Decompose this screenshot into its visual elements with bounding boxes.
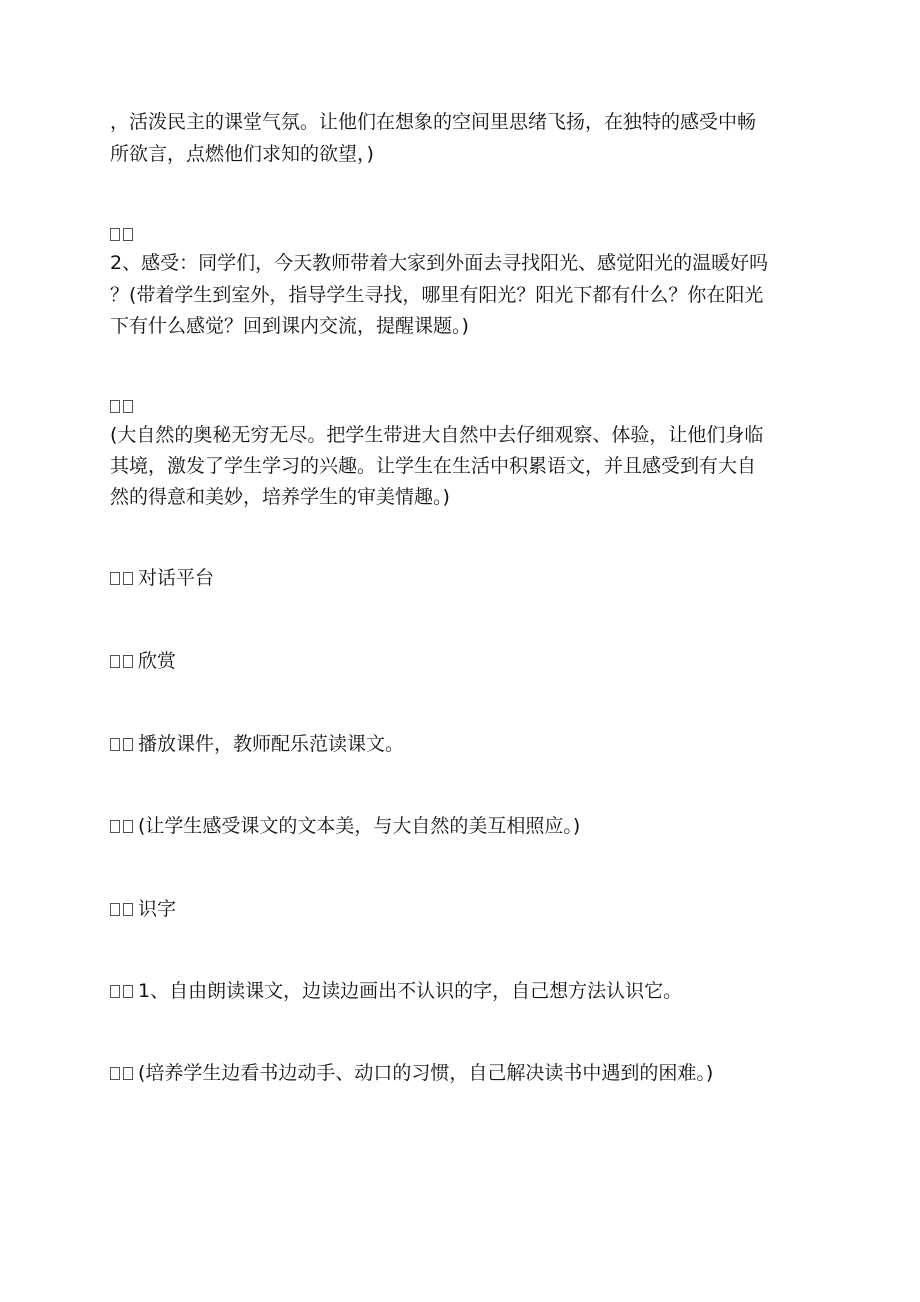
missing-glyph-boxes xyxy=(110,1059,136,1088)
missing-glyph-box xyxy=(123,1067,133,1080)
missing-glyph-box xyxy=(110,572,120,585)
missing-glyph-boxes xyxy=(110,564,136,593)
section-line xyxy=(110,812,830,841)
para2-line2: ？(带着学生到室外，指导学生寻找，哪里有阳光？阳光下都有什么？你在阳光 xyxy=(110,284,764,306)
missing-glyph-boxes xyxy=(110,730,136,759)
section-line xyxy=(110,895,830,924)
section-line xyxy=(110,1059,830,1088)
section-text: 对话平台 xyxy=(138,567,215,589)
section-text: (培养学生边看书边动手、动口的习惯，自己解决读书中遇到的困难。) xyxy=(138,1062,714,1084)
missing-glyph-boxes xyxy=(110,647,136,676)
missing-glyph-boxes xyxy=(110,812,136,841)
section-text: (让学生感受课文的文本美，与大自然的美互相照应。) xyxy=(138,815,581,837)
missing-glyph-box xyxy=(123,572,133,585)
section-line xyxy=(110,647,830,676)
missing-glyph-box xyxy=(123,400,133,413)
section-text: 识字 xyxy=(138,898,177,920)
missing-glyph-box xyxy=(123,655,133,668)
missing-glyph-box xyxy=(110,820,120,833)
missing-glyph-box xyxy=(123,738,133,751)
missing-glyph-box xyxy=(110,400,120,413)
section-text: 欣赏 xyxy=(138,650,177,672)
section-line xyxy=(110,977,830,1006)
missing-glyph-box xyxy=(123,903,133,916)
section-line xyxy=(110,564,830,593)
missing-glyph-box xyxy=(110,228,120,241)
missing-glyph-box xyxy=(123,820,133,833)
missing-glyph-boxes xyxy=(110,977,136,1006)
missing-glyph-box xyxy=(110,738,120,751)
missing-glyph-boxes xyxy=(110,895,136,924)
missing-glyph-boxes xyxy=(110,220,830,249)
para2-line1: 2、感受：同学们，今天教师带着大家到外面去寻找阳光、感觉阳光的温暖好吗 xyxy=(110,252,769,274)
para1-line2: 所欲言，点燃他们求知的欲望，) xyxy=(110,143,374,165)
missing-glyph-box xyxy=(110,655,120,668)
para3-line1: (大自然的奥秘无穷无尽。把学生带进大自然中去仔细观察、体验，让他们身临 xyxy=(110,424,764,446)
para3-line2: 其境，激发了学生学习的兴趣。让学生在生活中积累语文，并且感受到有大自 xyxy=(110,455,757,477)
section-line xyxy=(110,730,830,759)
missing-glyph-boxes xyxy=(110,392,830,421)
missing-glyph-box xyxy=(110,903,120,916)
missing-glyph-box xyxy=(110,1067,120,1080)
para3-line3: 然的得意和美妙，培养学生的审美情趣。) xyxy=(110,486,450,508)
missing-glyph-box xyxy=(123,985,133,998)
section-text: 1、自由朗读课文，边读边画出不认识的字，自己想方法认识它。 xyxy=(138,980,683,1002)
missing-glyph-box xyxy=(110,985,120,998)
missing-glyph-box xyxy=(123,228,133,241)
para2-line3: 下有什么感觉？回到课内交流，提醒课题。) xyxy=(110,315,469,337)
para1-line1: ，活泼民主的课堂气氛。让他们在想象的空间里思绪飞扬，在独特的感受中畅 xyxy=(110,111,757,133)
section-text: 播放课件，教师配乐范读课文。 xyxy=(138,733,405,755)
